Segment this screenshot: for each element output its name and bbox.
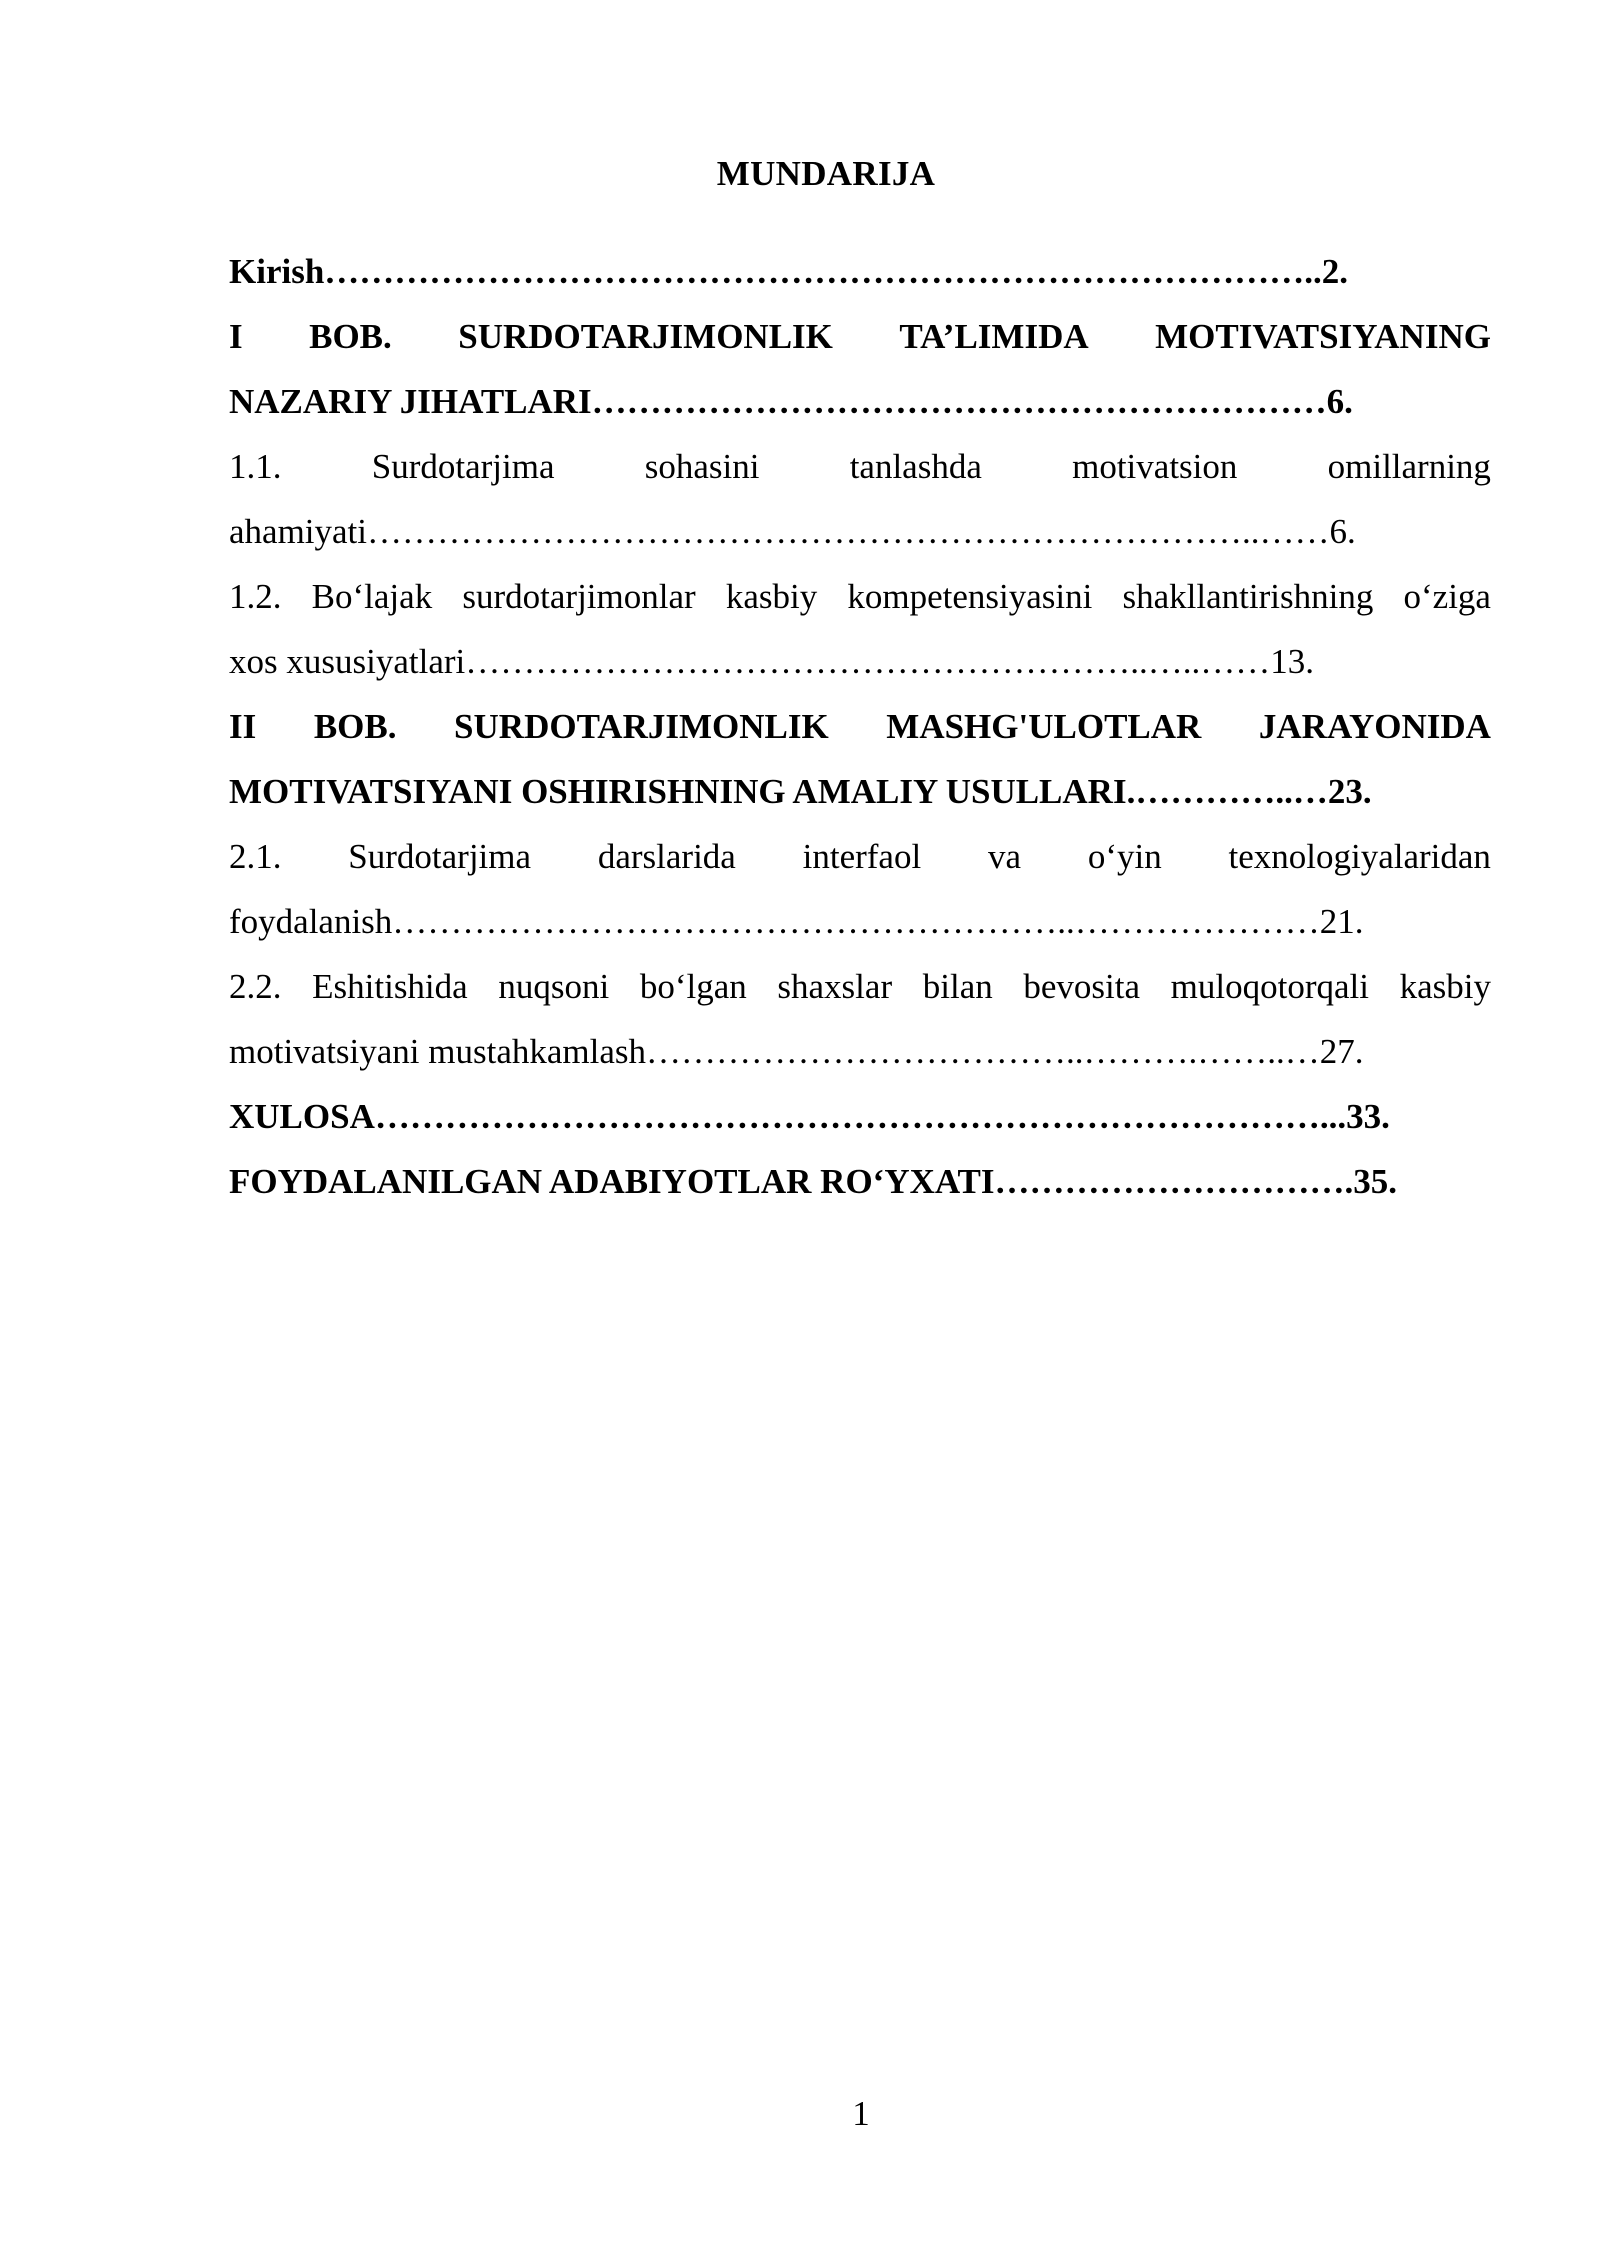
toc-word: I xyxy=(229,317,243,356)
toc-word: tanlashda xyxy=(849,447,982,486)
toc-word: muloqotorqali xyxy=(1170,967,1369,1006)
toc-section-2-2-heading xyxy=(229,954,1491,1019)
toc-word: shakllantirishning xyxy=(1122,577,1374,616)
toc-word: 1.2. xyxy=(229,577,282,616)
page-title: MUNDARIJA xyxy=(716,154,936,193)
toc-chapter1-heading xyxy=(229,304,1491,369)
toc-section-1-2-continuation: xos xususiyatlari…………………………………………………..…..……13. xyxy=(229,642,1314,681)
toc-word: darslarida xyxy=(597,837,736,876)
toc-section-2-1-heading xyxy=(229,824,1491,889)
toc-word: bilan xyxy=(922,967,993,1006)
toc-word: JARAYONIDA xyxy=(1258,707,1491,746)
toc-word: SURDOTARJIMONLIK xyxy=(458,317,833,356)
toc-word: Surdotarjima xyxy=(348,837,532,876)
toc-word: omillarning xyxy=(1327,447,1491,486)
toc-entry-bibliography: FOYDALANILGAN ADABIYOTLAR RO‘YXATI………………………….35. xyxy=(229,1162,1398,1201)
toc-word: 1.1. xyxy=(229,447,282,486)
toc-word: II xyxy=(229,707,257,746)
toc-word: MOTIVATSIYANING xyxy=(1155,317,1491,356)
toc-chapter1-continuation: NAZARIY JIHATLARI………………………………………………………6. xyxy=(229,382,1353,421)
toc-word: Surdotarjima xyxy=(371,447,555,486)
toc-word: shaxslar xyxy=(777,967,893,1006)
toc-word: motivatsion xyxy=(1072,447,1238,486)
toc-word: kasbiy xyxy=(1399,967,1491,1006)
toc-section-2-1-continuation: foydalanish…………………………………………………..…………………21. xyxy=(229,902,1364,941)
toc-word: 2.2. xyxy=(229,967,282,1006)
toc-word: MASHG'ULOTLAR xyxy=(886,707,1202,746)
toc-word: nuqsoni xyxy=(498,967,610,1006)
toc-word: Eshitishida xyxy=(312,967,468,1006)
toc-section-1-1-continuation: ahamiyati…………………………………………………………………..……6. xyxy=(229,512,1356,551)
toc-word: TA’LIMIDA xyxy=(899,317,1089,356)
table-of-contents xyxy=(229,239,1491,1214)
toc-word: sohasini xyxy=(644,447,760,486)
toc-word: BOB. xyxy=(309,317,392,356)
toc-entry-conclusion: XULOSA………………………………………………………………………...33. xyxy=(229,1097,1390,1136)
toc-word: kompetensiyasini xyxy=(847,577,1093,616)
toc-word: SURDOTARJIMONLIK xyxy=(454,707,829,746)
toc-chapter2-heading xyxy=(229,694,1491,759)
toc-word: 2.1. xyxy=(229,837,282,876)
toc-word: bevosita xyxy=(1023,967,1141,1006)
toc-word: kasbiy xyxy=(725,577,818,616)
toc-word: interfaol xyxy=(802,837,922,876)
toc-word: BOB. xyxy=(313,707,397,746)
toc-word: o‘ziga xyxy=(1403,577,1491,616)
toc-entry-intro: Kirish…………………………………………………………………………..2. xyxy=(229,252,1349,291)
toc-section-1-2-heading xyxy=(229,564,1491,629)
page-number: 1 xyxy=(852,2094,870,2133)
toc-chapter2-continuation: MOTIVATSIYANI OSHIRISHNING AMALIY USULLARI.…………..…23. xyxy=(229,772,1372,811)
toc-word: o‘yin xyxy=(1087,837,1162,876)
toc-word: Bo‘lajak xyxy=(311,577,433,616)
toc-word: bo‘lgan xyxy=(639,967,747,1006)
toc-section-2-2-continuation: motivatsiyani mustahkamlash………………………………..……….……..…27. xyxy=(229,1032,1364,1071)
toc-word: surdotarjimonlar xyxy=(462,577,696,616)
toc-word: va xyxy=(987,837,1022,876)
toc-word: texnologiyalaridan xyxy=(1228,837,1491,876)
toc-section-1-1-heading xyxy=(229,434,1491,499)
